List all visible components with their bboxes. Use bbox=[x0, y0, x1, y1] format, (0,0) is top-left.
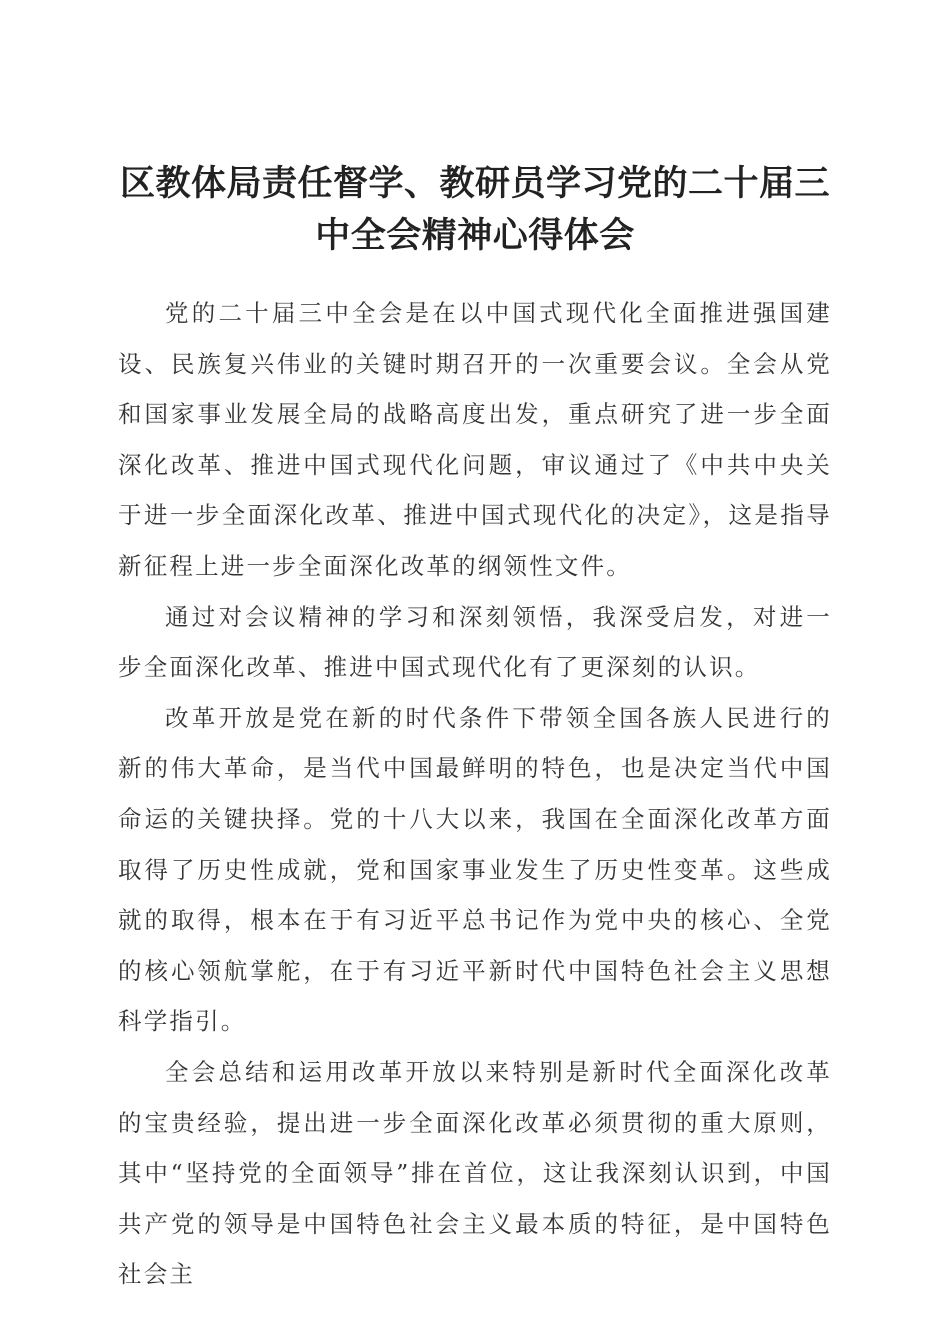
paragraph-1: 党的二十届三中全会是在以中国式现代化全面推进强国建设、民族复兴伟业的关键时期召开的一次重要会议。全会从党和国家事业发展全局的战略高度出发，重点研究了进一步全面深化改革、推进中国式现代化问题，审议通过了《中共中央关于进一步全面深化改革、推进中国式现代化的决定》，这是指导新征程上进一步全面深化改革的纲领性文件。 bbox=[118, 299, 832, 580]
paragraph-3: 改革开放是党在新的时代条件下带领全国各族人民进行的新的伟大革命，是当代中国最鲜明的特色，也是决定当代中国命运的关键抉择。党的十八大以来，我国在全面深化改革方面取得了历史性成就，党和国家事业发生了历史性变革。这些成就的取得，根本在于有习近平总书记作为党中央的核心、全党的核心领航掌舵，在于有习近平新时代中国特色社会主义思想科学指引。 bbox=[118, 703, 832, 1036]
title-line-1: 区教体局责任督学、教研员学习党的二十届三 bbox=[119, 163, 830, 204]
paragraph-4: 全会总结和运用改革开放以来特别是新时代全面深化改革的宝贵经验，提出进一步全面深化改革必须贯彻的重大原则，其中“坚持党的全面领导”排在首位，这让我深刻认识到，中国共产党的领导是中国特色社会主义最本质的特征，是中国特色社会主 bbox=[118, 1057, 832, 1289]
document-title bbox=[110, 158, 840, 262]
paragraph-2: 通过对会议精神的学习和深刻领悟，我深受启发，对进一步全面深化改革、推进中国式现代化有了更深刻的认识。 bbox=[118, 602, 832, 682]
document-body bbox=[118, 288, 832, 1300]
title-line-2: 中全会精神心得体会 bbox=[315, 215, 635, 256]
